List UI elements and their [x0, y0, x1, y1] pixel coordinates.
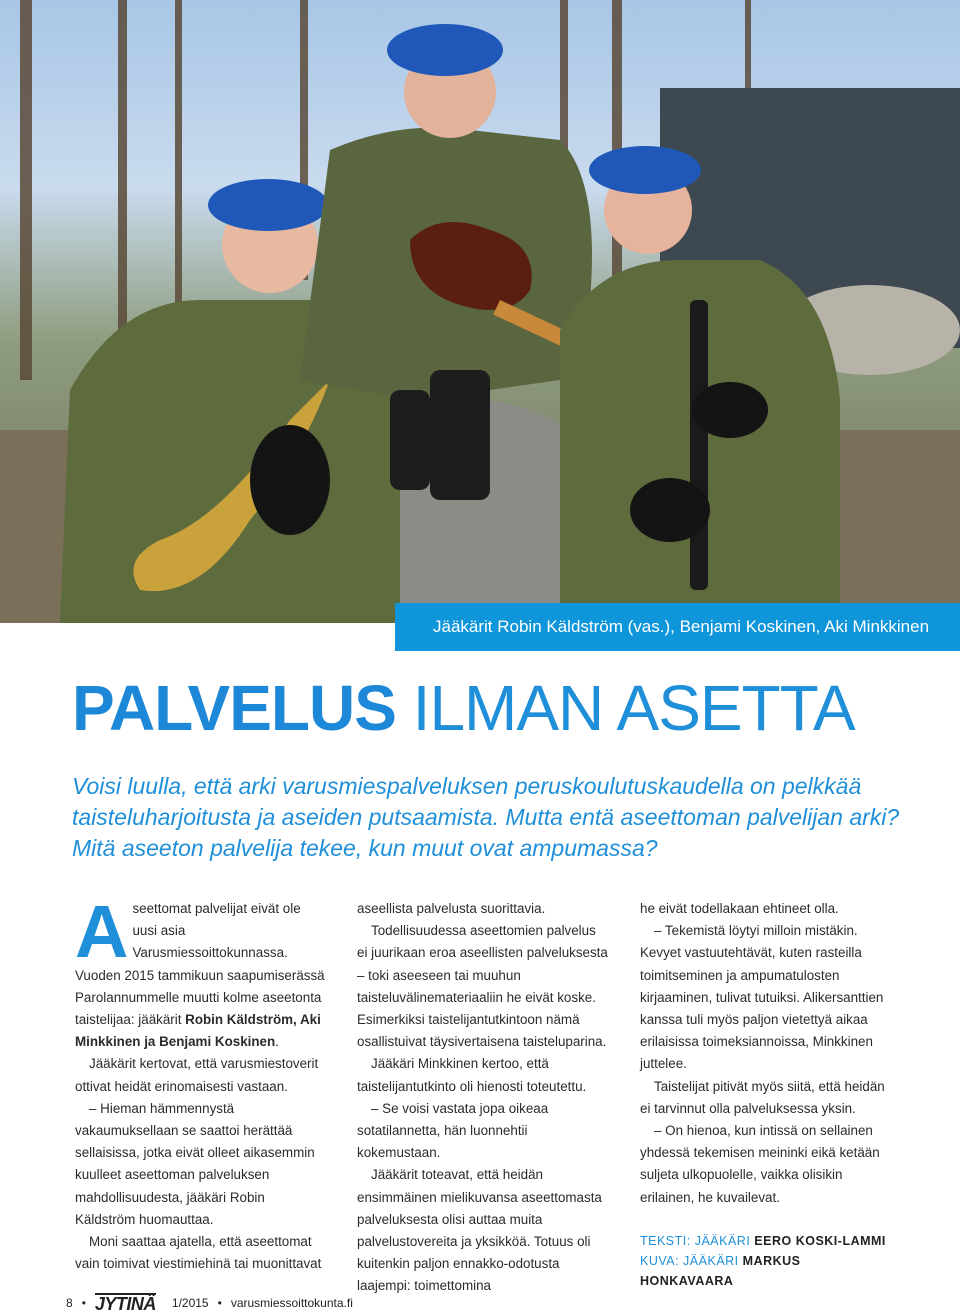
paragraph: [75, 890, 327, 1053]
headline-strong: PALVELUS: [72, 672, 396, 744]
paragraph: Jääkärit kertovat, että varusmiestoverit ottivat heidät erinomaisesti vastaan.: [75, 1056, 319, 1094]
photo-credit: [640, 1251, 895, 1291]
credit-label: TEKSTI: JÄÄKÄRI: [640, 1233, 751, 1248]
column-2: [357, 898, 609, 1298]
headline-rest: ILMAN ASETTA: [412, 672, 855, 744]
column-3: [640, 898, 895, 1291]
page-number: 8: [66, 1296, 73, 1310]
paragraph: – Se voisi vastata jopa oikeaa sotatilannetta, hän luonnehtii kokemustaan.: [357, 1100, 549, 1161]
headline: [72, 672, 855, 744]
paragraph: he eivät todellakaan ehtineet olla.: [640, 901, 839, 916]
paragraph-end: .: [275, 1034, 279, 1050]
paragraph: – On hienoa, kun intissä on sellainen yhdessä tekemisen meininki eikä ketään suljeta ulkopuolelle, vaikka olisikin erilainen, he kuvailevat.: [640, 1123, 880, 1205]
paragraph: – Hieman hämmennystä vakaumuksellaan se saattoi herättää sellaisissa, jotka eivät olleet aikasemmin kuulleet aseettoman palveluksen mahdollisuudesta, jääkäri Robin Käldström huomauttaa.: [75, 1100, 315, 1227]
credits: [640, 1231, 895, 1291]
lede: Voisi luulla, että arki varusmiespalveluksen peruskoulutuskaudella on pelkkää taisteluharjoitusta ja aseiden putsaamista. Mutta entä aseettoman palvelijan arki? Mitä aseeton palvelija tekee, kun muut ovat ampumassa?: [72, 773, 900, 861]
text-credit: [640, 1231, 895, 1251]
paragraph: – Tekemistä löytyi milloin mistäkin. Kevyet vastuutehtävät, kuten rasteilla toimitseminen ja ampumatulosten kirjaaminen, tulivat tutuiksi. Alikersanttien kanssa tuli myös paljon vietettyä aikaa erilaisissa toimeksiannoissa, Minkkinen juttelee.: [640, 923, 884, 1072]
paragraph: Jääkäri Minkkinen kertoo, että taistelijantutkinto oli hienosti toteutettu.: [357, 1056, 587, 1094]
credit-name: EERO KOSKI-LAMMI: [754, 1233, 886, 1248]
paragraph: Todellisuudessa aseettomien palvelus ei juurikaan eroa aseellisten palveluksesta – toki aseeseen tai muuhun taisteluvälinemateriaaliin he eivät koske. Esimerkiksi taistelijantutkintoon nämä osallistuivat täysivertaisena taisteluparina.: [357, 923, 608, 1050]
names-bold: Robin Käldström, Aki Minkkinen ja Benjami Koskinen: [75, 1012, 321, 1050]
issue-number: 1/2015: [171, 1296, 209, 1310]
paragraph: Moni saattaa ajatella, että aseettomat vain toimivat viestimiehinä tai muonittavat: [75, 1234, 322, 1272]
article-photo: [0, 0, 960, 623]
credit-label: KUVA: JÄÄKÄRI: [640, 1253, 739, 1268]
paragraph: Jääkärit toteavat, että heidän ensimmäinen mielikuvansa aseettomasta palveluksesta olisi auttaa muita palvelustovereita ja yksikköä. Totuus oli kuitenkin paljon ennakko-odotusta laajempi: toimettomina: [357, 1167, 602, 1294]
dropcap: A: [75, 890, 129, 973]
photo-illustration: [0, 0, 960, 623]
separator-dot-icon: •: [81, 1296, 86, 1310]
column-1: [75, 890, 327, 1275]
magazine-logo: JYTINÄ: [94, 1294, 156, 1314]
photo-caption: Jääkärit Robin Käldström (vas.), Benjami Koskinen, Aki Minkkinen: [395, 603, 960, 651]
separator-dot-icon: •: [217, 1296, 222, 1310]
page-footer: [66, 1292, 353, 1314]
credit-name: MARKUS HONKAVAARA: [640, 1253, 801, 1288]
paragraph-text: seettomat palvelijat eivät ole uusi asia Varusmiessoittokunnassa. Vuoden 2015 tammikuun saapumiserässä Parolannummelle muutti kolme aseetonta taistelijaa: jääkärit: [75, 901, 325, 1028]
paragraph: Taistelijat pitivät myös siitä, että heidän ei tarvinnut olla palveluksessa yksin.: [640, 1078, 885, 1116]
paragraph: aseellista palvelusta suorittavia.: [357, 901, 546, 916]
website: varusmiessoittokunta.fi: [230, 1296, 353, 1310]
